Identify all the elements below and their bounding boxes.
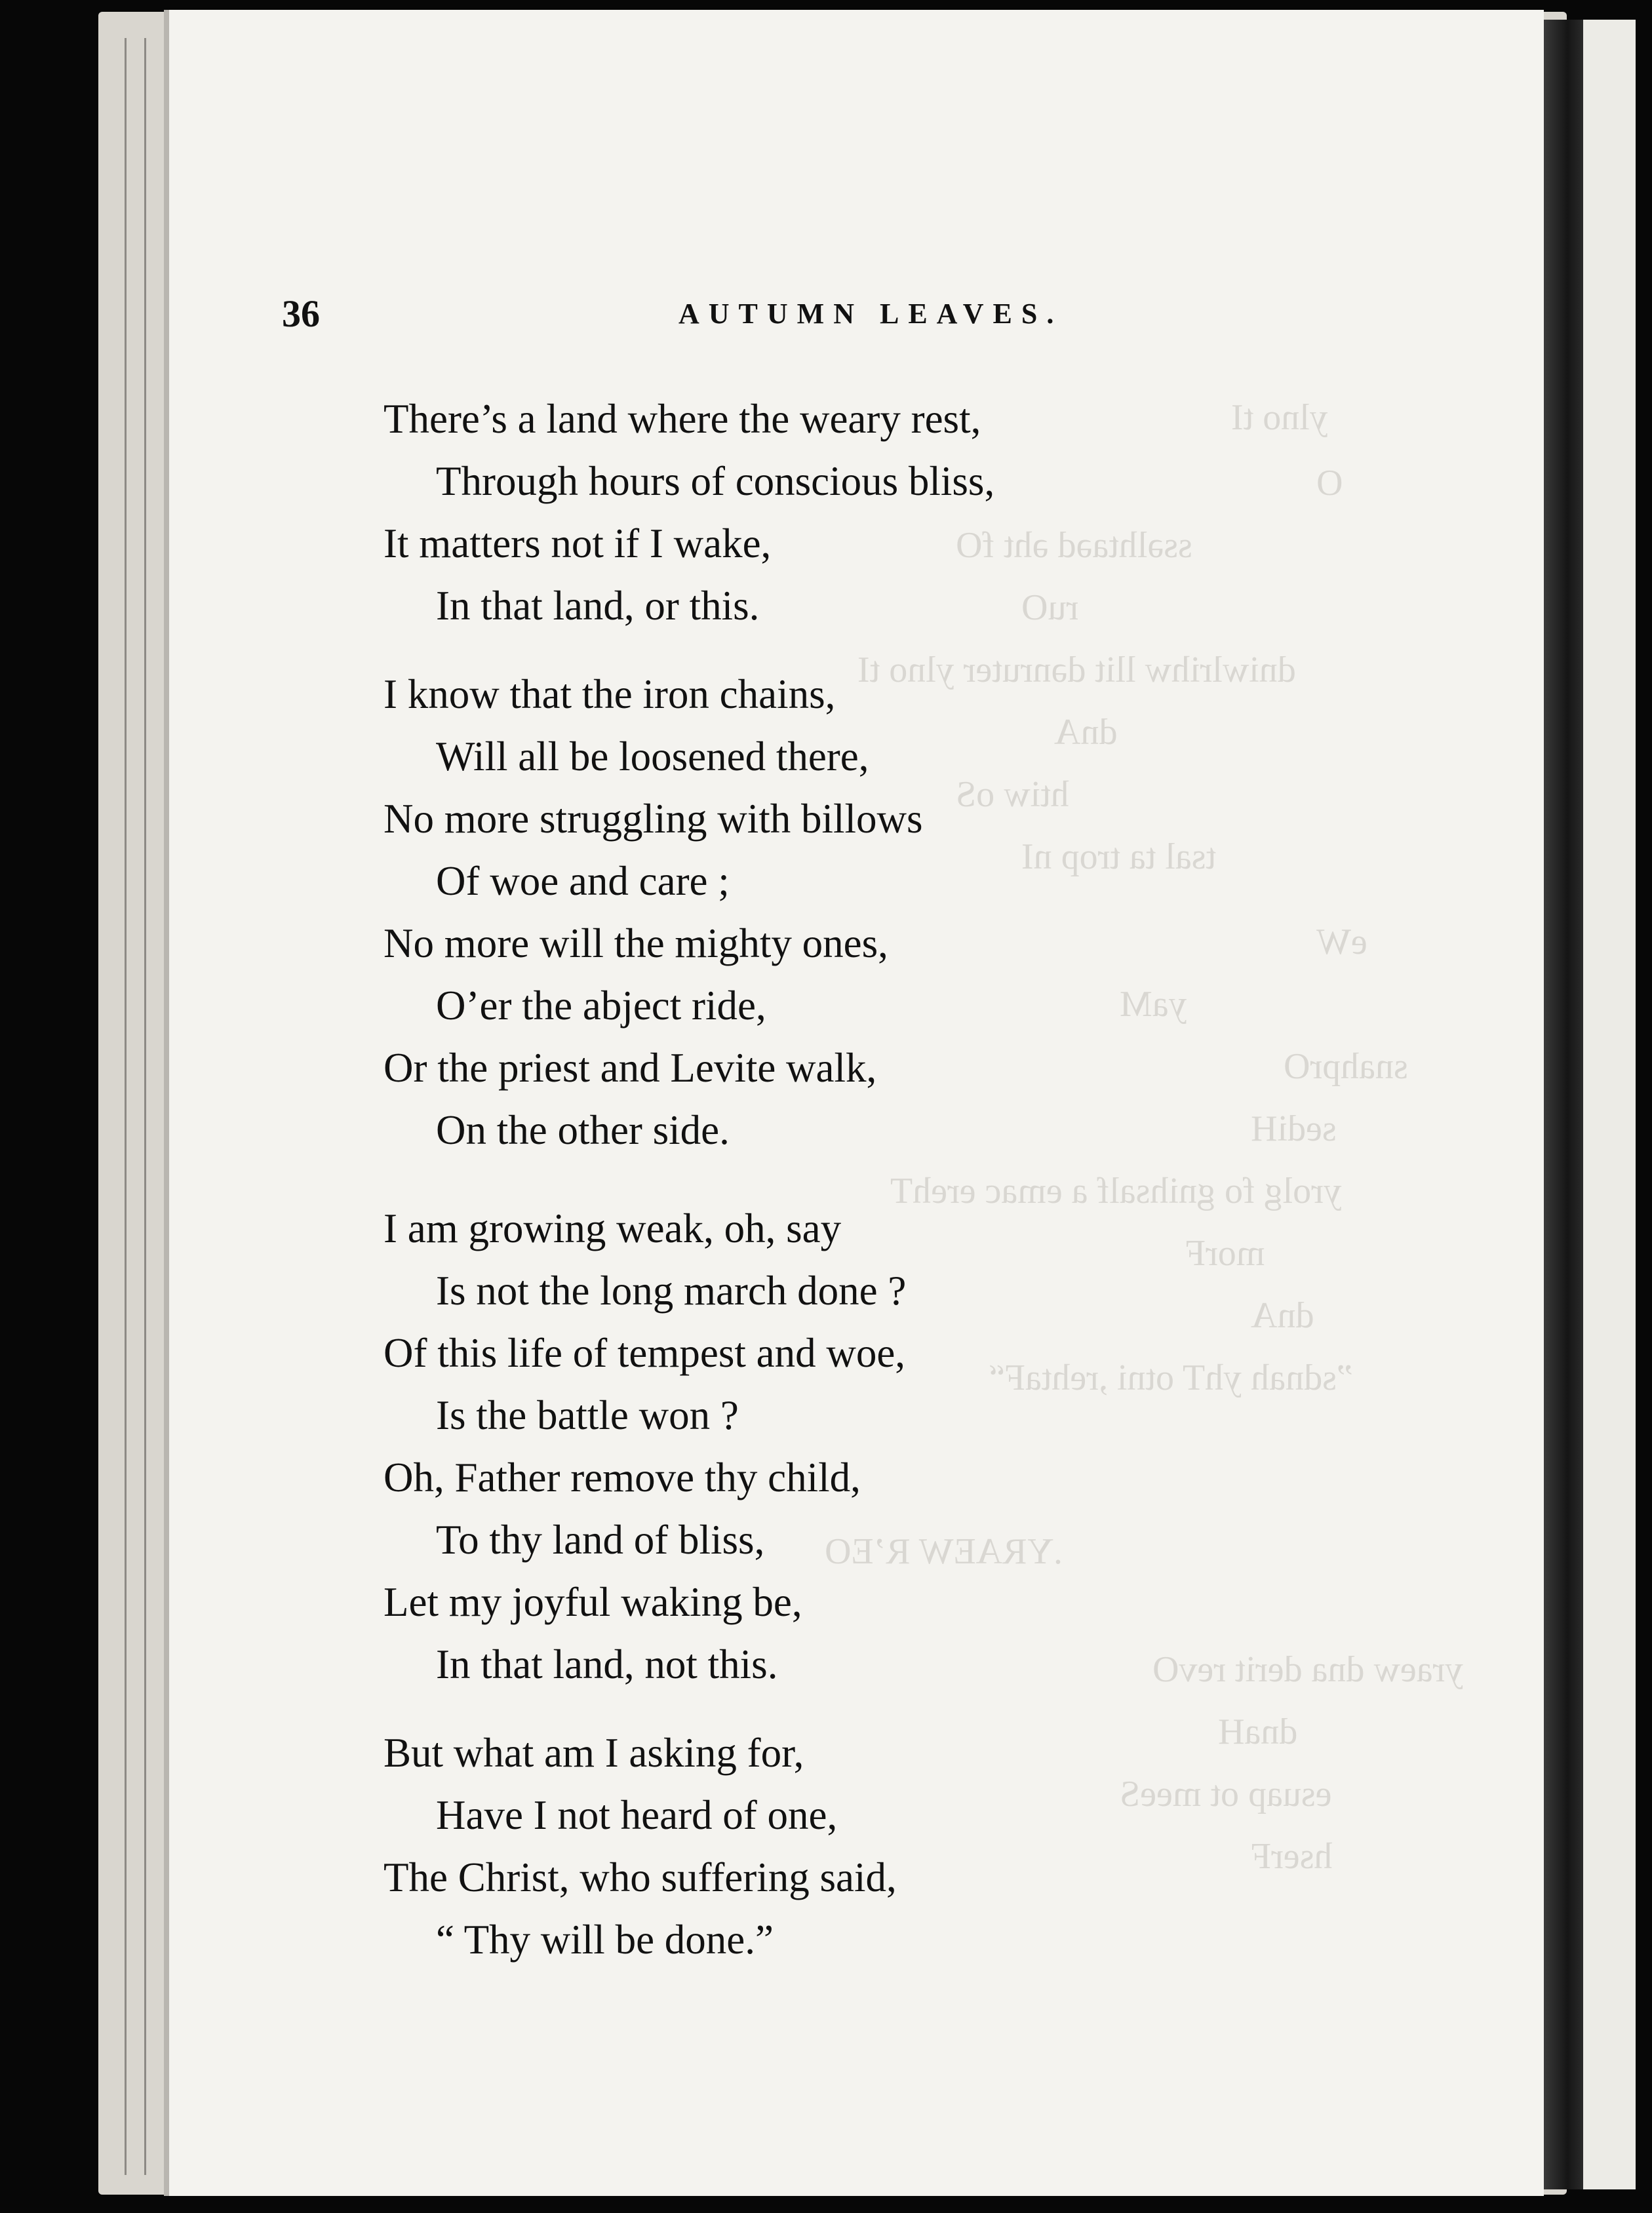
- poem-line: Of this life of tempest and woe,: [384, 1330, 906, 1376]
- bleed-through-text: .YRAEW R’EO: [825, 1531, 1063, 1572]
- poem-line: Will all be loosened there,: [436, 734, 869, 779]
- poem-line: No more will the mighty ones,: [384, 920, 888, 966]
- poem-line: I know that the iron chains,: [384, 671, 836, 717]
- stanza: [384, 1198, 1367, 1696]
- poem-line: No more struggling with billows: [384, 796, 923, 842]
- bleed-through-text: dnA: [1054, 712, 1118, 753]
- bleed-through-text: ruO: [1021, 587, 1079, 628]
- bleed-through-text: ”sdnah yhT otni ,rehtaF“: [989, 1358, 1353, 1398]
- poem-line: Or the priest and Levite walk,: [384, 1045, 877, 1091]
- bleed-through-text: esuap ot meeS: [1120, 1774, 1332, 1814]
- page-number: 36: [282, 292, 320, 335]
- poem-line: In that land, or this.: [436, 583, 760, 629]
- poem-line: Oh, Father remove thy child,: [384, 1455, 861, 1500]
- poem-line: But what am I asking for,: [384, 1730, 804, 1776]
- poem-line: “ Thy will be done.”: [436, 1917, 774, 1963]
- stanza-gap: [384, 1696, 1367, 1722]
- bleed-through-text: tsal ta trop nI: [1021, 836, 1217, 877]
- poem-line: Through hours of conscious bliss,: [436, 458, 995, 504]
- facing-page-edge: [1583, 20, 1636, 2189]
- poem: [384, 388, 1367, 1971]
- poem-line: Let my joyful waking be,: [384, 1579, 802, 1625]
- bleed-through-text: ylno tI: [1231, 397, 1328, 438]
- stanza: [384, 663, 1367, 1162]
- bleed-through-text: ssəlhtaəd əht fO: [956, 525, 1192, 566]
- bleed-through-text: dniwlrihw llit dənruter ylno tI: [857, 650, 1296, 690]
- stanza-gap: [384, 637, 1367, 663]
- poem-line: On the other side.: [436, 1107, 730, 1153]
- poem-line: Is not the long march done ?: [436, 1268, 907, 1314]
- page-header: [282, 292, 1134, 338]
- poem-line: It matters not if I wake,: [384, 520, 772, 566]
- bleed-through-text: yraew dna derit revO: [1152, 1649, 1464, 1690]
- poem-line: Is the battle won ?: [436, 1392, 739, 1438]
- bleed-through-text: yrolg fo gnihsalf a emac erehT: [890, 1171, 1342, 1211]
- poem-line: Have I not heard of one,: [436, 1792, 838, 1838]
- poem-line: I am growing weak, oh, say: [384, 1205, 842, 1251]
- bleed-through-text: htiw oS: [956, 774, 1069, 815]
- bleed-through-text: snahprO: [1284, 1046, 1408, 1087]
- bleed-through-text: dnaH: [1218, 1712, 1298, 1752]
- poem-line: The Christ, who suffering said,: [384, 1854, 897, 1900]
- running-title: AUTUMN LEAVES.: [678, 298, 1063, 330]
- stanza-gap: [384, 1162, 1367, 1198]
- poem-line: Of woe and care ;: [436, 858, 730, 904]
- bleed-through-text: dnA: [1251, 1295, 1314, 1336]
- bleed-through-text: eW: [1316, 922, 1367, 962]
- bleed-through-text: hserF: [1251, 1836, 1333, 1877]
- page-edge-line: [125, 38, 127, 2175]
- poem-line: To thy land of bliss,: [436, 1517, 765, 1563]
- bleed-through-text: O: [1316, 463, 1343, 503]
- bleed-through-text: yaM: [1120, 984, 1187, 1025]
- bleed-through-text: morF: [1185, 1233, 1265, 1274]
- poem-line: O’er the abject ride,: [436, 983, 766, 1028]
- poem-line: There’s a land where the weary rest,: [384, 396, 981, 442]
- page-edge-line: [144, 38, 146, 2175]
- bleed-through-text: sediH: [1251, 1108, 1337, 1149]
- stanza: [384, 1722, 1367, 1971]
- book-binding: [1544, 20, 1583, 2189]
- poem-line: In that land, not this.: [436, 1641, 778, 1687]
- stanza: [384, 388, 1367, 637]
